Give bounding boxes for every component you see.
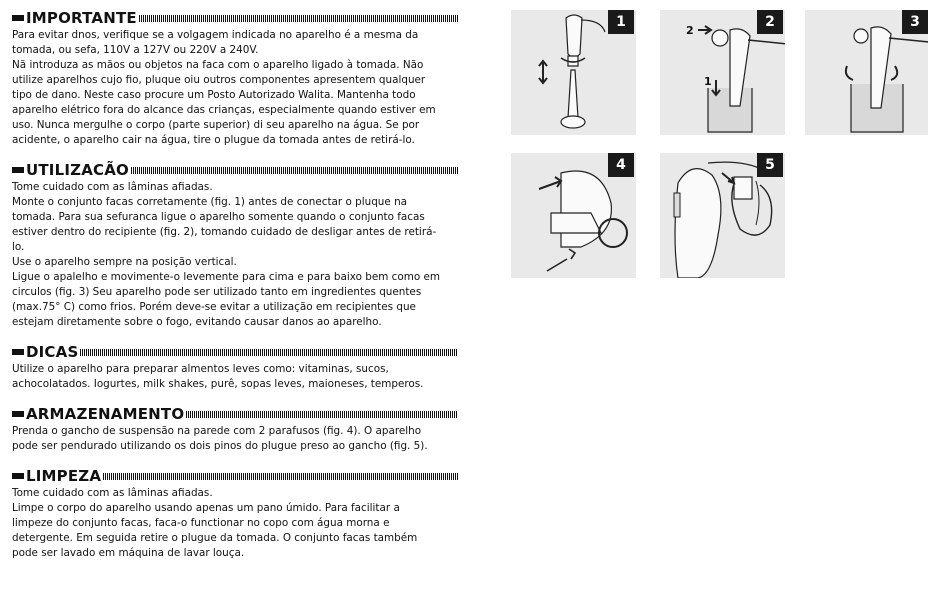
- figure-2: [660, 10, 785, 135]
- figure-number: 4: [608, 153, 634, 177]
- body-line: acidente, o aparelho cair na água, tire o plugue da tomada antes de retirá-lo.: [12, 134, 415, 146]
- body-line: Tome cuidado com as lâminas afiadas.: [12, 487, 213, 499]
- section-body: [12, 28, 458, 148]
- figure-number: 2: [757, 10, 783, 34]
- body-line: Utilize o aparelho para preparar almentos leves como: vitaminas, sucos,: [12, 363, 389, 375]
- figure-1: [511, 10, 636, 135]
- section-title: ARMAZENAMENTO: [26, 405, 185, 423]
- body-line: Use o aparelho sempre na posição vertical.: [12, 256, 237, 268]
- body-line: pode ser pendurado utilizando os dois pinos do plugue preso ao gancho (fig. 5).: [12, 440, 428, 452]
- figure-number: 5: [757, 153, 783, 177]
- section-rule: [139, 15, 458, 22]
- body-line: Nã introduza as mãos ou objetos na faca com o aparelho ligado à tomada. Não: [12, 59, 424, 71]
- body-line: utilize aparelhos cujo fio, pluque oiu outros componentes apresentem qualquer: [12, 74, 426, 86]
- section-rule: [131, 167, 458, 174]
- section-header: [12, 404, 458, 424]
- section-body: [12, 180, 458, 330]
- body-line: limpeze do conjunto facas, faca-o functionar no copo com água morna e: [12, 517, 390, 529]
- section-body: [12, 424, 458, 454]
- section-body: [12, 486, 458, 561]
- section-title: IMPORTANTE: [26, 9, 137, 27]
- body-line: Para evitar dnos, verifique se a volgagem indicada no aparelho é a mesma da: [12, 29, 419, 41]
- body-line: tomada. Para sua sefuranca ligue o aparelho somente quando o conjunto facas: [12, 211, 425, 223]
- body-line: Limpe o corpo do aparelho usando apenas um pano úmido. Para facilitar a: [12, 502, 400, 514]
- body-line: achocolatados. Iogurtes, milk shakes, purê, sopas leves, maioneses, temperos.: [12, 378, 424, 390]
- section-header: [12, 466, 458, 486]
- body-line: Ligue o apalelho e movimente-o levemente para cima e para baixo bem como em: [12, 271, 441, 283]
- section-utilizacao: [12, 160, 458, 330]
- section-header: [12, 160, 458, 180]
- section-armazenamento: [12, 404, 458, 454]
- body-line: detergente. Em seguida retire o plugue da tomada. O conjunto facas também: [12, 532, 418, 544]
- section-importante: [12, 8, 458, 148]
- body-line: (max.75° C) como frios. Porém deve-se evitar a utilização em recipientes que: [12, 301, 416, 313]
- body-line: tomada, ou sefa, 110V a 127V ou 220V a 240V.: [12, 44, 259, 56]
- section-marker: [12, 15, 24, 21]
- body-line: Prenda o gancho de suspensão na parede com 2 parafusos (fig. 4). O aparelho: [12, 425, 422, 437]
- body-line: uso. Nunca mergulhe o corpo (parte superior) di seu aparelho na água. Se por: [12, 119, 420, 131]
- callout-label: 1: [704, 75, 712, 88]
- body-line: lo.: [12, 241, 25, 253]
- body-line: pode ser lavado em máquina de lavar louça.: [12, 547, 245, 559]
- section-limpeza: [12, 466, 458, 561]
- section-marker: [12, 473, 24, 479]
- section-title: UTILIZACÃO: [26, 161, 129, 179]
- section-title: LIMPEZA: [26, 467, 102, 485]
- section-marker: [12, 167, 24, 173]
- figure-5: [660, 153, 785, 278]
- section-marker: [12, 411, 24, 417]
- figure-4: [511, 153, 636, 278]
- callout-label: 2: [686, 24, 694, 37]
- section-marker: [12, 349, 24, 355]
- body-line: Monte o conjunto facas corretamente (fig. 1) antes de conectar o pluque na: [12, 196, 408, 208]
- body-line: Tome cuidado com as lâminas afiadas.: [12, 181, 213, 193]
- section-rule: [103, 473, 458, 480]
- section-header: [12, 8, 458, 28]
- section-rule: [186, 411, 458, 418]
- body-line: circulos (fig. 3) Seu aparelho pode ser utilizado tanto em ingredientes quentes: [12, 286, 422, 298]
- figure-number: 1: [608, 10, 634, 34]
- body-line: tipo de dano. Neste caso procure um Posto Autorizado Walita. Mantenha todo: [12, 89, 416, 101]
- body-line: estejam diretamente sobre o fogo, evitando causar danos ao aparelho.: [12, 316, 382, 328]
- figure-number: 3: [902, 10, 928, 34]
- body-line: aparelho elétrico fora do alcance das crianças, especialmente quando estiver em: [12, 104, 436, 116]
- section-dicas: [12, 342, 458, 392]
- section-title: DICAS: [26, 343, 79, 361]
- section-rule: [80, 349, 458, 356]
- body-line: estiver dentro do recipiente (fig. 2), tomando cuidado de desligar antes de retirá-: [12, 226, 437, 238]
- section-header: [12, 342, 458, 362]
- section-body: [12, 362, 458, 392]
- instructions-column: [12, 8, 458, 573]
- figure-3: [805, 10, 928, 135]
